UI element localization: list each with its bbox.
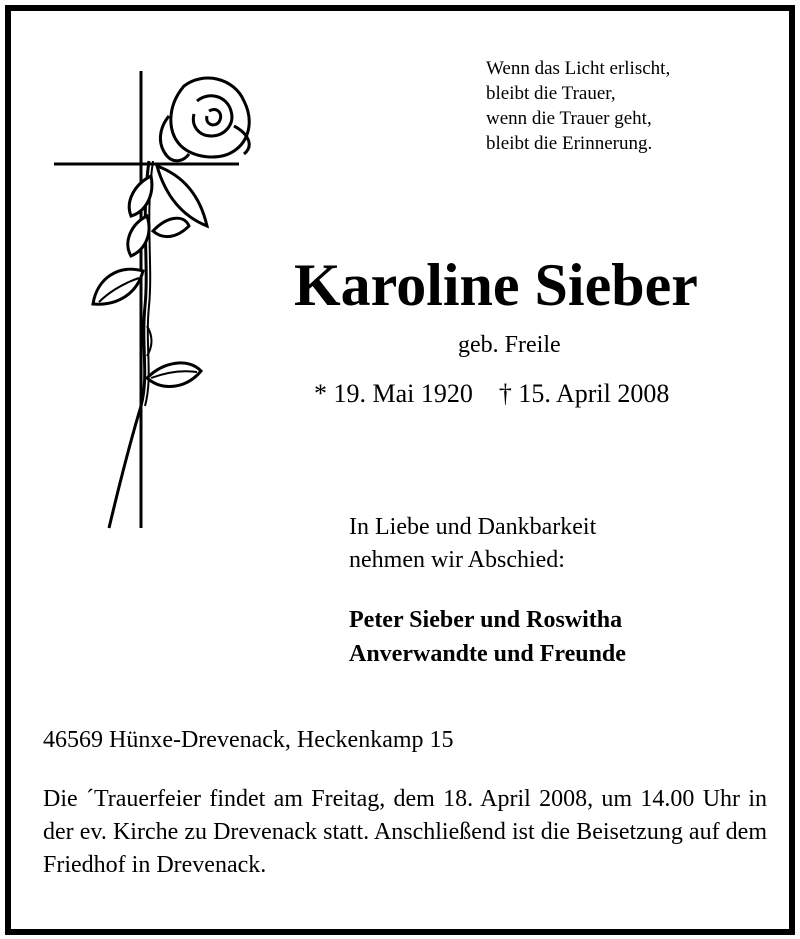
poem-line: Wenn das Licht erlischt, <box>486 58 671 79</box>
death-date: † 15. April 2008 <box>498 379 670 408</box>
farewell-text <box>349 511 596 577</box>
poem-line: wenn die Trauer geht, <box>486 108 652 129</box>
mourner-line: Peter Sieber und Roswitha <box>349 607 623 633</box>
life-dates <box>314 379 669 409</box>
cross-with-rose-icon <box>49 66 264 536</box>
poem-line: bleibt die Erinnerung. <box>486 133 653 154</box>
family-address: 46569 Hünxe-Drevenack, Heckenkamp 15 <box>43 727 454 753</box>
birth-name: geb. Freile <box>458 332 561 358</box>
funeral-service-info: Die ´Trauerfeier findet am Freitag, dem 18. April 2008, um 14.00 Uhr in der ev. Kirche zu Drevenack statt. Anschließend ist die Beisetzung auf dem Friedhof in Drevenack. <box>43 786 767 878</box>
mourner-line: Anverwandte und Freunde <box>349 641 626 667</box>
poem-line: bleibt die Trauer, <box>486 83 616 104</box>
deceased-name: Karoline Sieber <box>294 252 698 318</box>
memorial-poem <box>486 56 670 156</box>
mourners-list <box>349 603 626 671</box>
obituary-notice <box>5 5 795 935</box>
farewell-line: nehmen wir Abschied: <box>349 547 565 573</box>
farewell-line: In Liebe und Dankbarkeit <box>349 514 597 540</box>
birth-date: * 19. Mai 1920 <box>314 379 473 408</box>
